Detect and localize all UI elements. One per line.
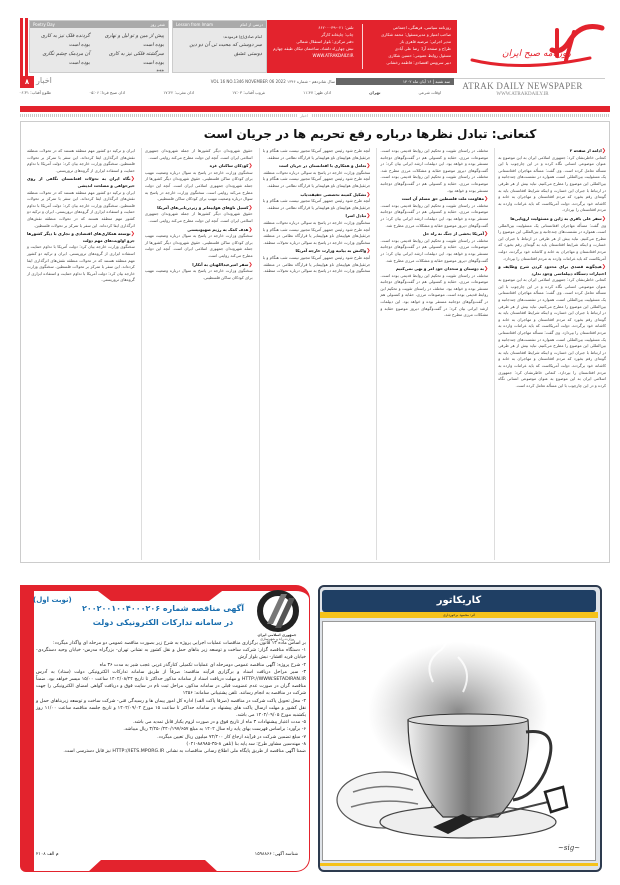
ad-item: ۷- مبلغ تضمین شرکت در فرآیند ارجاع کار ۷۲/۲۰۰ میلیون ریال تعیین میگردد. bbox=[157, 734, 306, 740]
article-column bbox=[494, 148, 606, 560]
info-line: تلفن: ۰۲۱-۶۶۲۰۰۰۳۹ bbox=[318, 25, 354, 30]
logo-caption: جمهوری اسلامی ایران bbox=[257, 633, 297, 637]
ad-item: ۵- مدت اعتبار پیشنهادات ۳ ماه از تاریخ فوق و در صورت لزوم یکبار قابل تمدید می باشد. bbox=[132, 720, 306, 726]
paragraph: کنعانی خاطرنشان کرد: جمهوری اسلامی ایران به این موضوع به عنوان موضوعی انسانی نگاه کرده و در این چارچوب با این مسأله تعامل کرده است. bbox=[498, 369, 606, 388]
subheading: ❮ هدف کمک به رژیم صهیونیستی bbox=[145, 227, 253, 234]
coffee-cup-sketch-icon bbox=[323, 622, 595, 860]
paragraph: ایران و ترکیه دو کشور مهم منطقه هستند که در تحولات منطقه نقش‌های اثرگذاری ایفا کرده‌اند. این سفر با تمرکز بر تحولات فلسطین. bbox=[27, 209, 135, 228]
info-line: دبیر سرویس اقتصادی: فاطمه رخشانی bbox=[386, 60, 451, 65]
article-headline[interactable]: کنعانی: تبادل نظرها درباره رفع تحریم ها در جریان است bbox=[203, 127, 537, 141]
paragraph: مختلف در راستای تقویت و تحکیم این روابط قدیمی بوده است. موضوعات مرزی، حقابه و کنسولی هم در گفت‌وگوهای دوجانبه مستقر بوده و خواهد بود. bbox=[380, 148, 489, 167]
paragraph: ایران و ترکیه دو کشور مهم منطقه هستند که در تحولات منطقه نقش‌های اثرگذاری ایفا کرده‌اند. این سفر با تمرکز بر تحولات فلسطین. bbox=[27, 148, 135, 167]
subheading: ❮ کسیل ناوهای هواپیمابر و زیردریایی‌های آمریکا bbox=[145, 205, 253, 212]
subheading: ❮ تبادل اسرا bbox=[263, 213, 371, 220]
info-line: نبش چهارراه دلشاد، ساختمان تیکان طبقه چهارم bbox=[273, 46, 354, 51]
city-label: تهران bbox=[369, 90, 381, 95]
poetry-title-fa: شعر روز bbox=[150, 22, 165, 27]
info-line: مدیر اجرایی: مرضیه قاهری باز bbox=[399, 39, 451, 44]
logo-subtitle: روزنامه صبح ایران bbox=[502, 49, 571, 59]
lesson-from-imam-box bbox=[172, 20, 267, 73]
paragraph: سخنگوی وزارت خارجه در پاسخ به سوال درباره وضعیت مهیب برای کودکان ساکن فلسطینی. bbox=[144, 233, 253, 245]
lesson-title-fa: درسی از امام bbox=[240, 22, 263, 27]
artist-signature: ~sig~ bbox=[558, 844, 581, 852]
ad-title: آگهی مناقصه شماره ۲۰۰۲۰۰۱۰۰۴۰۰۰۲۰۶ bbox=[81, 604, 244, 613]
decor-red-bar bbox=[20, 18, 23, 76]
publisher-info-left bbox=[273, 24, 354, 69]
poem-line: پیش از مین و تو لیل و نهاری بوده است bbox=[104, 33, 164, 48]
paragraph: آنچه طرح شود رئیس جمهور آمریکا مجبور نیست شب هنگام و با جرثقیل‌های هواپیمای ناو هواپیمابر یا قرارگاه نظامی در منطقه. bbox=[262, 148, 371, 160]
lesson-lead: امام صادق(ع) فرمودند: bbox=[222, 34, 262, 39]
ad-subtitle: در سامانه تدارکات الکترونیکی دولت bbox=[92, 618, 234, 627]
cartoon-title: کاریکاتور bbox=[322, 590, 596, 612]
divider bbox=[362, 24, 363, 69]
atrak-logo bbox=[462, 20, 612, 75]
info-line: دفتر مرکزی: بلوار استقلال شمالی bbox=[296, 39, 354, 44]
prayer-label: اوقات شرعی bbox=[418, 90, 442, 95]
lesson-quote: سر دوستی که محبت تی آن دو دین دوستی عشق bbox=[189, 42, 262, 57]
paragraph: مختلف در راستای تقویت و تحکیم این روابط قدیمی بوده است. موضوعات مرزی، حقابه و کنسولی هم در گفت‌وگوهای دوجانبه مستقر بوده و خواهد بود. bbox=[380, 174, 489, 193]
lesson-title-en: Lesson from Imam bbox=[176, 22, 214, 27]
paragraph: آنچه طرح شود رئیس جمهور آمریکا مجبور نیست شب هنگام و با جرثقیل‌های هواپیمای ناو هواپیمابر یا قرارگاه نظامی در منطقه. bbox=[262, 254, 371, 267]
ad-item: ۱- دستگاه مناقصه گزار: شرکت ساخت و توسعه زیر بناهای حمل و نقل کشور به نشانی تهران- بزرگراه مدرس- خیابان وحید دستگردی- خیابان فرید افشار- نبش بلوار آرش bbox=[36, 648, 306, 661]
subheading: ❮ آمریکا بخشی از جنگ نه راه حل bbox=[380, 231, 488, 238]
section-red-bar bbox=[20, 106, 610, 112]
paragraph: سخنگوی وزارت خارجه بیان کرد: دولت آمریکا با تداوم حمایت و استفاده ابزاری از گروه‌های تروریستی. bbox=[27, 244, 135, 256]
paragraph: سخنگوی وزارت خارجه در پاسخ به سوال درباره وضعیت مهیب برای کودکان ساکن فلسطینی. bbox=[144, 268, 253, 280]
poem-line: آن مردمک چشم نگاری بوده است bbox=[42, 51, 90, 66]
paragraph: آنچه طرح شود رئیس جمهور آمریکا مجبور نیست شب هنگام و با جرثقیل‌های هواپیمای ناو هواپیمابر یا قرارگاه نظامی در منطقه. bbox=[262, 198, 371, 210]
continued-label: ❮ ادامه از صفحه ۲ bbox=[498, 148, 606, 155]
ad-bottom-notch bbox=[88, 860, 218, 872]
website-link[interactable]: WWW.ATRAKDAILY.IR bbox=[496, 92, 549, 97]
paragraph: مختلف در راستای تقویت و تحکیم این روابط قدیمی بوده است. موضوعات مرزی، حقابه و کنسولی هم در گفت‌وگوهای دوجانبه مستقر بوده و خواهد بود. bbox=[380, 285, 489, 305]
poem-left bbox=[34, 32, 90, 77]
paragraph: کنعانی خاطرنشان کرد: جمهوری اسلامی ایران به این موضوع به عنوان موضوعی انسانی نگاه کرده و در این چارچوب با این مسأله تعامل کرده است. bbox=[498, 154, 606, 173]
paragraph: وی گفت: مسأله مهاجران افغانستانی یک مسئولیت بین‌المللی است، همواره در نشست‌های چندجانبه و بین‌المللی این موضوع را مطرح می‌کنیم. نباید بیش از هر طرفی در ارتباط با جبران این خسارت و اینکه شرایط افغانستان باید به گونه‌ای رقم بخورد که مردم افغانستان و مهاجران به خانه و کاشانه خود برگردند، دولت آمریکاست که باید غرامات وارده به مردم افغانستان را بپردازد. bbox=[498, 290, 606, 336]
paragraph: آنچه طرح شود رئیس جمهور آمریکا مجبور نیست شب هنگام و با جرثقیل‌های هواپیمای ناو هواپیمابر یا قرارگاه نظامی در منطقه. bbox=[262, 226, 371, 239]
info-line: WWW.ATRAKDAILY.IR bbox=[312, 53, 354, 58]
subheading: ❮ تعامل و همکاری با افغانستان در جریان است bbox=[263, 163, 371, 170]
poetry-title-en: Poetry Day bbox=[33, 22, 55, 27]
subheading: ❮ کودکان ساکنان غزه bbox=[145, 163, 253, 170]
ad-body bbox=[36, 640, 306, 755]
paragraph: ایران و ترکیه دو کشور مهم منطقه هستند که در تحولات منطقه نقش‌های اثرگذاری ایفا کرده‌اند. این سفر با تمرکز بر تحولات فلسطین. bbox=[27, 189, 135, 208]
publisher-info-right bbox=[371, 24, 452, 69]
ad-item: ۶- برآورد: براساس فهرست بهای پایه راه سال ۱۴۰۲ به مبلغ ۳/۴۵۰/۲۴۰/۱۹۷/۶۵۷ ریال میباشد. bbox=[123, 727, 306, 733]
date-bar: سه شنبه | ۱۶ آبان ماه ۱۴۰۲ bbox=[336, 78, 454, 85]
decor-red-bar bbox=[25, 18, 28, 76]
paragraph: حقوق شهروندان دیگر کشورها از جمله شهروندان جمهوری اسلامی ایران است. آنچه این دولت مطرح می‌کند روایتی است. bbox=[144, 239, 253, 258]
paragraph: آنچه طرح شود رئیس جمهور آمریکا مجبور نیست شب هنگام و با جرثقیل‌های هواپیمای ناو هواپیمابر یا قرارگاه نظامی در منطقه. bbox=[262, 176, 371, 188]
volume-line: VOL 16 NO.1346 NOVEMBER 06 2022 سال شانزدهم - شماره ۱۳۴۶ bbox=[210, 79, 335, 84]
info-line: صاحب امتیاز و مدیرمسئول: محمد شکاری bbox=[381, 32, 451, 37]
paragraph: وی گفت: مسأله مهاجران افغانستانی یک مسئولیت بین‌المللی است، همواره در نشست‌های چندجانبه و بین‌المللی این موضوع را مطرح می‌کنیم. نباید بیش از هر طرفی در ارتباط با جبران این خسارت و اینکه شرایط افغانستان باید به گونه‌ای رقم بخورد که مردم افغانستان و مهاجران به خانه و کاشانه خود برگردند، دولت آمریکاست که باید غرامات وارده به مردم افغانستان را بپردازد. bbox=[498, 167, 606, 213]
paragraph: این دیپلمات ارشد ایرانی بیان کرد: در گفت‌وگوهای دیروز موضوع حقابه و مشکلات مرزی مطرح شد. bbox=[380, 250, 489, 263]
cartoon-bottom-band bbox=[320, 863, 598, 866]
subheading: ❮ تشکیل کمیته تخصصی حقیقت‌یاب bbox=[263, 192, 371, 199]
publisher-info-box bbox=[267, 20, 457, 73]
poetry-day-box bbox=[29, 20, 169, 73]
paragraph: سخنگوی وزارت خارجه بیان کرد: دولت آمریکا با تداوم حمایت و استفاده ابزاری از گروه‌های تروریستی. bbox=[27, 202, 135, 215]
paragraph: سخنگوی وزارت خارجه در پاسخ به سوال درباره وضعیت مهیب برای کودکان ساکن فلسطینی. bbox=[144, 189, 253, 202]
ad-item: ۸- مهندسین مشاور طرح: سد پایه بنا (تلفن ۸-۳۵-۸۸۹۸۵-۰۲۱) bbox=[186, 741, 306, 747]
prayer-time: طلوع آفتاب: ۰۶:۳۱ bbox=[19, 90, 52, 95]
subheading: ❮ هیچگونه قصدی برای محدود کردن شرح وظایف و اختیارات دستگاه دیپلماسی وجود ندارد bbox=[498, 264, 606, 277]
subheading: ❮ مقاومت ملت فلسطین حق مسلم آن است bbox=[380, 196, 488, 203]
ad-item: ضمنا آگهی مناقصه از طریق پایگاه ملی اطلاع رسانی مناقصات به نشانی HTTP://IETS.MPORG.IR نیز قابل دسترسی است. bbox=[63, 749, 306, 755]
subheading: ❮ به دوستان و متحدان خود امر و نهی نمی‌کنیم bbox=[380, 266, 488, 273]
paragraph: حقوق شهروندان دیگر کشورها از جمله شهروندان جمهوری اسلامی ایران است. آنچه این دولت مطرح می‌کند روایتی است. bbox=[144, 211, 253, 223]
paragraph: مختلف در راستای تقویت و تحکیم این روابط قدیمی بوده است. موضوعات مرزی، حقابه و کنسولی هم در گفت‌وگوهای دوجانبه مستقر بوده و خواهد بود. bbox=[380, 237, 489, 256]
ad-item: ۴- محل تحویل پاکت شرکت در مناقصه (صرفا پاکت الف) اداره کل امور پیمان ها و رسیدگی فنی- شرکت ساخت و توسعه زیربناهای حمل و نقل کشور و مهلت ارسال پاکت های پیشنهاد در سامانه حداکثر تا ساعت ۱۵ مورخ ۱۴۰۲/۰۹/۰۴ و تاریخ جلسه مناقصه ساعت ۱۱/۰۰ روز یکشنبه مورخ ۱۴۰۲/۰۹/۰۵ می باشد. bbox=[36, 698, 306, 719]
paragraph: سخنگوی وزارت خارجه بیان کرد: دولت آمریکا با تداوم حمایت و استفاده ابزاری از گروه‌های تروریستی. bbox=[27, 264, 135, 283]
section-strip-label: اخبار bbox=[297, 113, 311, 118]
english-name: ATRAK DAILY NEWSPAPER bbox=[440, 78, 605, 91]
paragraph: مختلف در راستای تقویت و تحکیم این روابط قدیمی بوده است. موضوعات مرزی، حقابه و کنسولی هم در گفت‌وگوهای دوجانبه مستقر بوده و خواهد بود. bbox=[380, 272, 489, 291]
paragraph: این دیپلمات ارشد ایرانی بیان کرد: در گفت‌وگوهای دیروز موضوع حقابه و مشکلات مرزی مطرح شد. bbox=[380, 299, 489, 318]
info-line: روزنامه سیاسی، فرهنگی، اجتماعی bbox=[392, 25, 451, 30]
page-section-label: اخبار bbox=[36, 76, 52, 85]
paragraph: این دیپلمات ارشد ایرانی بیان کرد: در گفت‌وگوهای دیروز موضوع حقابه و مشکلات مرزی مطرح شد. bbox=[380, 161, 489, 173]
paragraph: سخنگوی وزارت خارجه در پاسخ به سوالی درباره تحولات منطقه. bbox=[262, 169, 371, 175]
ad-code: م الف ۲۱۰۸ bbox=[36, 852, 59, 857]
ad-red-edge bbox=[20, 585, 34, 872]
article-columns bbox=[24, 148, 606, 560]
ministry-logo-icon bbox=[255, 588, 301, 634]
section-stripe bbox=[20, 114, 610, 117]
article-column bbox=[259, 148, 371, 560]
ad-id: شناسه آگهی: ۱۵۹۸۸۶۶ bbox=[254, 852, 298, 857]
prayer-time: غروب آفتاب: ۱۷:۰۳ bbox=[232, 90, 266, 95]
article-column bbox=[141, 148, 253, 560]
subheading: ❮ واکنش به بیانیه وزارت خارجه آمریکا bbox=[263, 248, 371, 255]
ad-footer bbox=[36, 852, 298, 857]
ad-item: ۳- سیر مراحل دریافت اسناد و برگزاری فرآیند مناقصه: صرفاً از طریق سامانه تدارکات الکترونیکی دولت (ستاد) به آدرس HTTP://WWW.SETADIRAN.IR و مهلت دریافت اسناد از سامانه مذکور حداکثر تا تاریخ ۱۴۰۲/۰۸/۲۴ ساعت ۱۵/۰۰ میسر خواهد بود. ضمناً مناقصه گران در صورت عدم عضویت قبلی در سامانه مذکور، مراحل ثبت نام در سایت فوق و دریافت گواهی امضای الکترونیکی را جهت شرکت در مناقصه به انجام رسانند. تلفن پشتیبانی سامانه: ۱۴۵۶ bbox=[36, 669, 306, 697]
logo-subcaption: وزارت راه و شهرسازی bbox=[260, 637, 294, 641]
info-line: مسئول روابط عمومی: حسین شکاری bbox=[388, 53, 451, 58]
info-line: چاپ: چاپخانه کارگر bbox=[321, 32, 354, 37]
paragraph: وی گفت: مسأله مهاجران افغانستانی یک مسئولیت بین‌المللی است، همواره در نشست‌های چندجانبه و بین‌المللی این موضوع را مطرح می‌کنیم. نباید بیش از هر طرفی در ارتباط با جبران این خسارت و اینکه شرایط افغانستان باید به گونه‌ای رقم بخورد که مردم افغانستان و مهاجران به خانه و کاشانه خود برگردند، دولت آمریکاست که باید غرامات وارده به مردم افغانستان را بپردازد. bbox=[498, 222, 606, 261]
paragraph: این دیپلمات ارشد ایرانی بیان کرد: در گفت‌وگوهای دیروز موضوع حقابه و مشکلات مرزی مطرح شد. bbox=[380, 215, 489, 228]
subheading: ❮ نگاه ایران به تحولات افغانستان نگاهی از روی خیرخواهی و مصلحت اندیشی bbox=[27, 176, 135, 189]
prayer-time: اذان صبح فردا: ۰۵:۰۶ bbox=[89, 90, 126, 95]
paragraph: ایران و ترکیه دو کشور مهم منطقه هستند که در تحولات منطقه نقش‌های اثرگذاری ایفا کرده‌اند. این سفر با تمرکز بر تحولات فلسطین. bbox=[27, 250, 135, 270]
article-column bbox=[376, 148, 488, 560]
paragraph: سخنگوی وزارت خارجه بیان کرد: دولت آمریکا با تداوم حمایت و استفاده ابزاری از گروه‌های تروریستی. bbox=[27, 161, 135, 173]
cartoon-image[interactable] bbox=[322, 621, 596, 861]
cartoon-author: اثر: محمود برخورداری bbox=[442, 613, 476, 617]
poem-line: سرگشته فلکی نیز به کاری بوده است bbox=[108, 51, 164, 66]
prayer-times bbox=[0, 90, 460, 96]
info-line: طراح و صفحه آرا: رضا علی آبادی bbox=[394, 46, 451, 51]
prayer-time: اذان ظهر: ۱۱:۴۷ bbox=[303, 90, 332, 95]
ad-item: ۲- شرح پروژه: آگهی مناقصه عمومی دومرحله ای عملیات تکمیلی کنارگذر غربی عجب شیر به مدت ۳۶ ماه bbox=[99, 662, 306, 668]
paragraph: سخنگوی وزارت خارجه در پاسخ به سوال درباره وضعیت مهیب برای کودکان ساکن فلسطینی. bbox=[144, 169, 253, 182]
paragraph: مختلف در راستای تقویت و تحکیم این روابط قدیمی بوده است. موضوعات مرزی، حقابه و کنسولی هم در گفت‌وگوهای دوجانبه مستقر بوده و خواهد بود. bbox=[380, 202, 489, 221]
paragraph: سخنگوی وزارت خارجه در پاسخ به سوالی درباره تحولات منطقه. bbox=[263, 239, 371, 245]
paragraph: سخنگوی وزارت خارجه در پاسخ به سوالی درباره تحولات منطقه. bbox=[262, 219, 371, 225]
paragraph: کنعانی خاطرنشان کرد: جمهوری اسلامی ایران به این موضوع به عنوان موضوعی انسانی نگاه کرده و در این چارچوب با این مسأله تعامل کرده است. bbox=[498, 277, 606, 296]
article-column bbox=[24, 148, 135, 560]
subheading: ❮ توسعه همکاری‌های اقتصادی و تجاری با دیگر کشورها جزو اولویت‌های مهم دولت bbox=[27, 231, 135, 244]
paragraph: حقوق شهروندان دیگر کشورها از جمله شهروندان جمهوری اسلامی ایران است. آنچه این دولت مطرح می‌کند روایتی است. bbox=[144, 176, 253, 195]
page-number-badge: ۸ bbox=[20, 76, 34, 88]
poem-line: گردنده فلک نیز به کاری بوده است bbox=[41, 33, 90, 48]
ad-top-notch bbox=[90, 585, 230, 601]
paragraph: سخنگوی وزارت خارجه در پاسخ به سوالی درباره تحولات منطقه. bbox=[263, 268, 371, 274]
ad-turn-label: (نوبت اول) bbox=[33, 596, 72, 604]
prayer-time: اذان مغرب: ۱۷:۲۲ bbox=[163, 90, 195, 95]
poem-right bbox=[100, 32, 164, 77]
subheading: ❮ سفر امیرعبداللهیان به آنکارا bbox=[145, 262, 253, 269]
ad-intro: بر اساس ماده ۱۳ قانون برگزاری مناقصات عملیات اجرایی پروژه به شرح زیر بصورت مناقصه عمومی دو مرحله ای واگذار میگردد: bbox=[53, 641, 306, 646]
paragraph: حقوق شهروندان دیگر کشورها از جمله شهروندان جمهوری اسلامی ایران است. آنچه این دولت مطرح می‌کند روایتی است. bbox=[144, 148, 253, 160]
subheading: ❮ سفر علی باقری به ژاپن و مسئولیت اروپایی‌ها bbox=[498, 216, 606, 223]
paragraph: وی گفت: مسأله مهاجران افغانستانی یک مسئولیت بین‌المللی است، همواره در نشست‌های چندجانبه و بین‌المللی این موضوع را مطرح می‌کنیم. نباید بیش از هر طرفی در ارتباط با جبران این خسارت و اینکه شرایط افغانستان باید به گونه‌ای رقم بخورد که مردم افغانستان و مهاجران به خانه و کاشانه خود برگردند، دولت آمریکاست که باید غرامات وارده به مردم افغانستان را بپردازد. bbox=[498, 330, 606, 375]
poem-line: *** bbox=[156, 69, 164, 75]
